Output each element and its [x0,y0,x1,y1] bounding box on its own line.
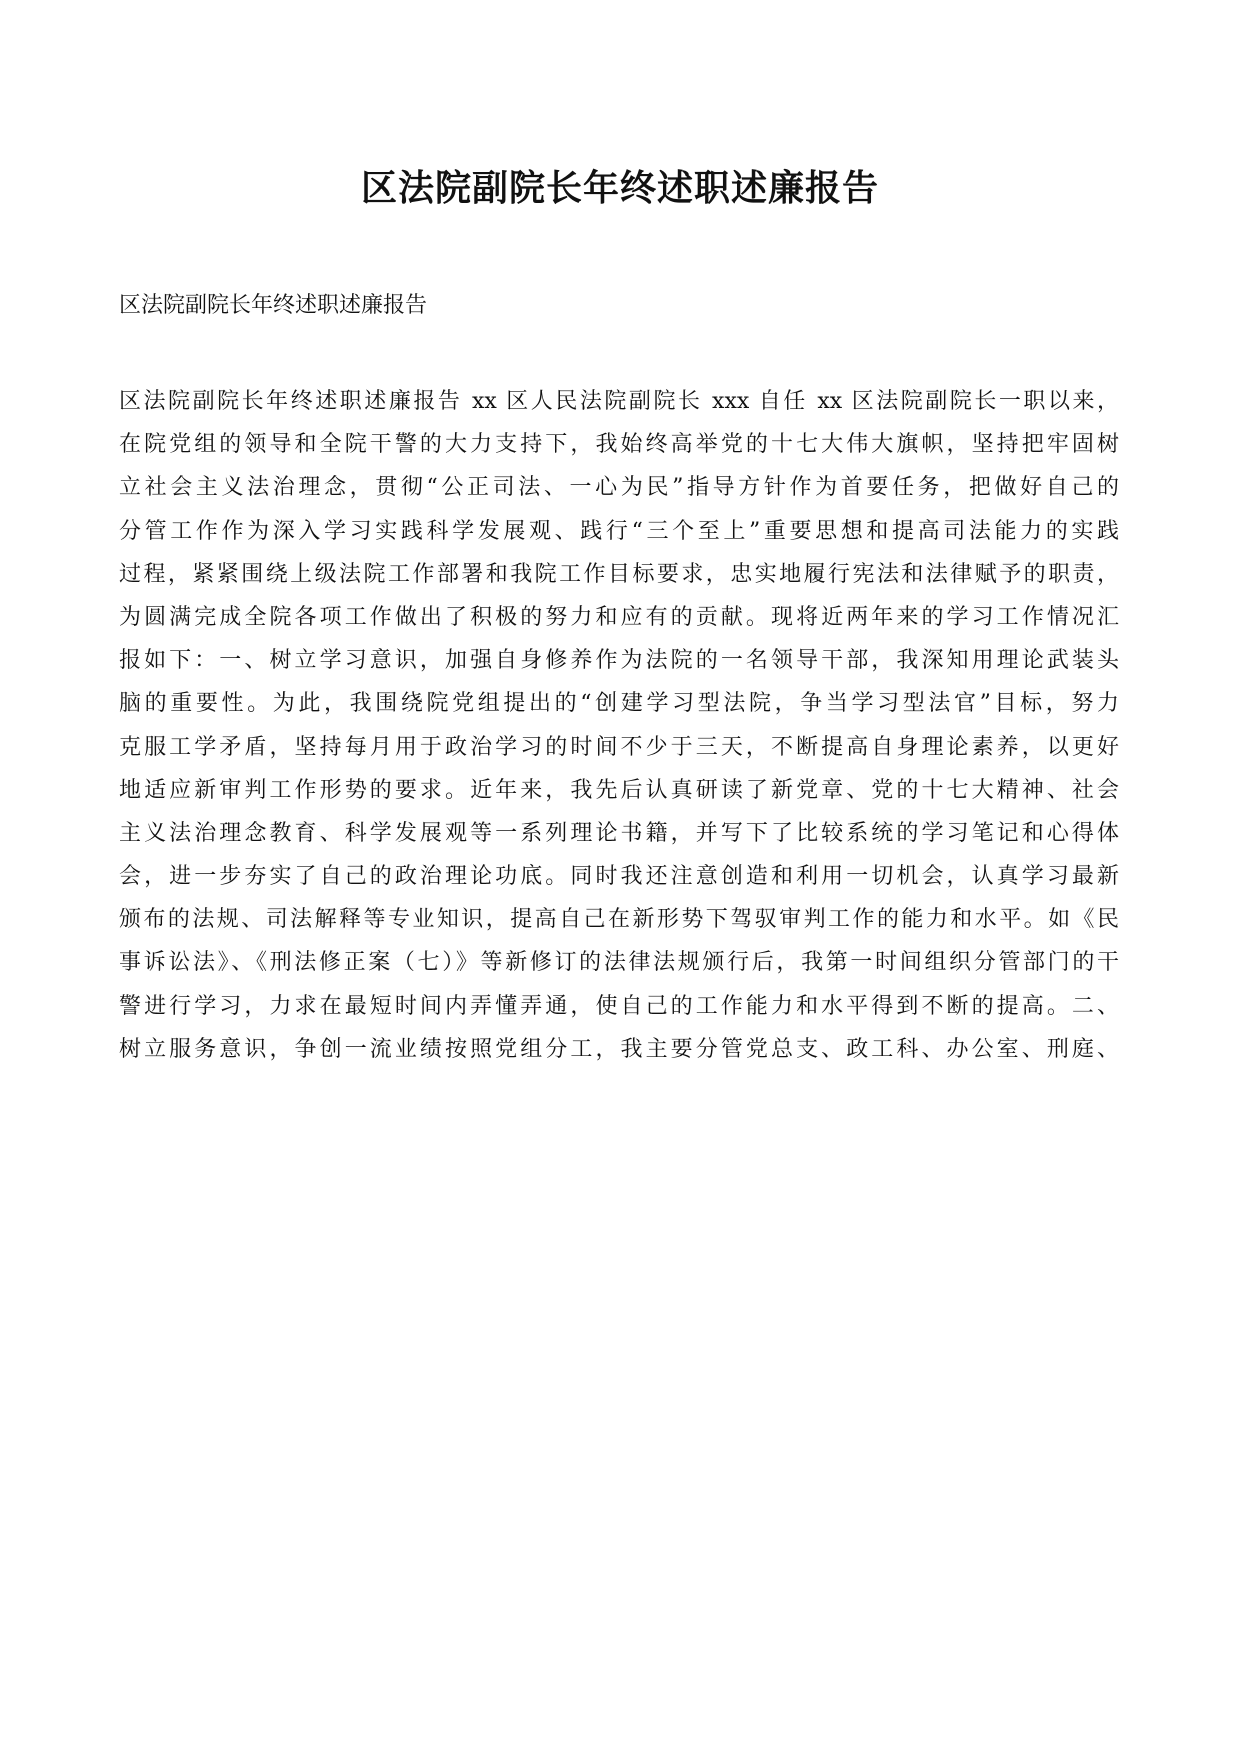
body-line: 颁布的法规、司法解释等专业知识，提高自己在新形势下驾驭审判工作的能力和水平。如《民 [119,907,1119,933]
document-title: 区法院副院长年终述职述廉报告 [360,167,879,209]
body-line: 脑的重要性。为此，我围绕院党组提出的“创建学习型法院，争当学习型法官”目标，努力 [119,691,1119,717]
document-subtitle: 区法院副院长年终述职述廉报告 [119,293,428,318]
body-line: 分管工作作为深入学习实践科学发展观、践行“三个至上”重要思想和提高司法能力的实践 [119,518,1119,544]
body-line: 地适应新审判工作形势的要求。近年来，我先后认真研读了新党章、党的十七大精神、社会 [119,777,1119,803]
body-line: 主义法治理念教育、科学发展观等一系列理论书籍，并写下了比较系统的学习笔记和心得体 [119,820,1119,846]
body-line: 立社会主义法治理念，贯彻“公正司法、一心为民”指导方针作为首要任务，把做好自己的 [119,475,1119,501]
body-line: 区法院副院长年终述职述廉报告 xx 区人民法院副院长 xxx 自任 xx 区法院副院长一职以来， [119,389,1119,414]
body-line: 报如下：一、树立学习意识，加强自身修养作为法院的一名领导干部，我深知用理论武装头 [119,648,1119,674]
body-line: 过程，紧紧围绕上级法院工作部署和我院工作目标要求，忠实地履行宪法和法律赋予的职责， [119,561,1119,587]
body-line: 在院党组的领导和全院干警的大力支持下，我始终高举党的十七大伟大旗帜，坚持把牢固树 [119,432,1119,458]
body-line: 为圆满完成全院各项工作做出了积极的努力和应有的贡献。现将近两年来的学习工作情况汇 [119,604,1119,630]
body-line: 克服工学矛盾，坚持每月用于政治学习的时间不少于三天，不断提高自身理论素养，以更好 [119,734,1119,760]
body-line: 树立服务意识，争创一流业绩按照党组分工，我主要分管党总支、政工科、办公室、刑庭、 [119,1036,1119,1062]
body-line: 会，进一步夯实了自己的政治理论功底。同时我还注意创造和利用一切机会，认真学习最新 [119,864,1119,890]
document-body [119,380,1119,1071]
body-line: 事诉讼法》、《刑法修正案（七）》等新修订的法律法规颁行后，我第一时间组织分管部门的干 [119,950,1119,976]
body-line: 警进行学习，力求在最短时间内弄懂弄通，使自己的工作能力和水平得到不断的提高。二、 [119,993,1119,1019]
